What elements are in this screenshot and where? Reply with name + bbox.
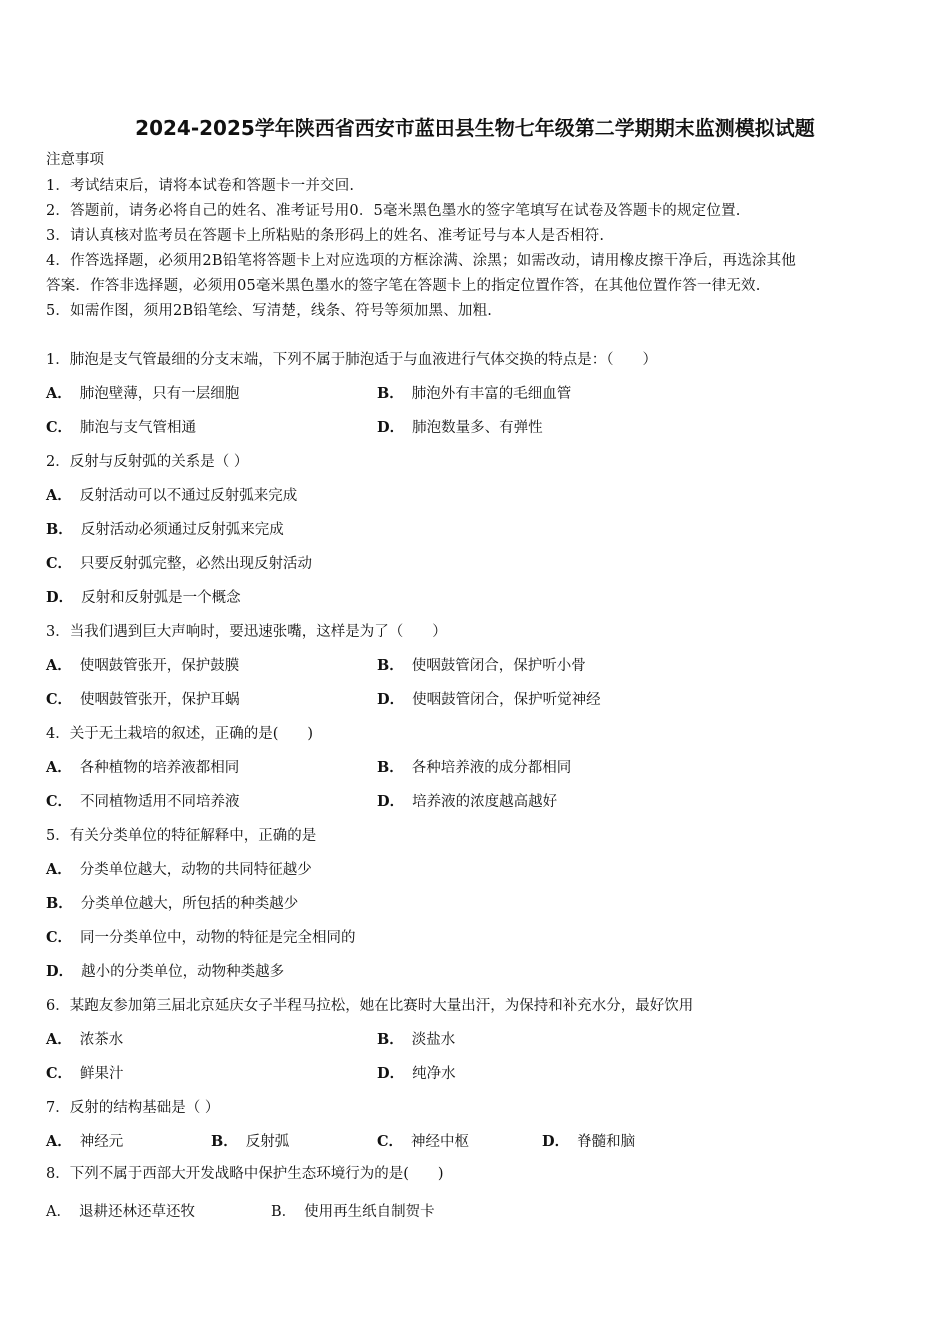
question-stem: 8．下列不属于西部大开发战略中保护生态环境行为的是( ) — [46, 1166, 444, 1182]
option-text: 神经元 — [79, 1134, 124, 1150]
question-stem: 4．关于无土栽培的叙述，正确的是( ) — [46, 726, 314, 742]
option-text: 使咽鼓管张开，保护耳蜗 — [80, 692, 240, 708]
option — [377, 1064, 456, 1084]
option — [46, 792, 240, 812]
option-label: D． — [46, 589, 74, 606]
option-text: 神经中枢 — [411, 1134, 470, 1150]
question-stem: 2．反射与反射弧的关系是（ ） — [46, 454, 249, 470]
option-label: D． — [377, 691, 405, 708]
option-label: D． — [377, 793, 405, 810]
option — [46, 1064, 124, 1084]
option — [377, 656, 586, 676]
option — [377, 690, 601, 710]
option-label: B． — [46, 895, 73, 912]
option-label: A． — [46, 759, 72, 776]
option-text: 分类单位越大，所包括的种类越少 — [80, 896, 299, 912]
notice-line: 答案．作答非选择题，必须用05毫米黑色墨水的签字笔在答题卡上的指定位置作答，在其他位置作答一律无效. — [46, 278, 761, 294]
notice-line: 3．请认真核对监考员在答题卡上所粘贴的条形码上的姓名、准考证号与本人是否相符. — [46, 228, 605, 244]
option-text: 反射和反射弧是一个概念 — [81, 590, 241, 606]
option — [46, 418, 196, 438]
option — [271, 1202, 435, 1222]
option — [46, 962, 284, 982]
notice-line: 5．如需作图，须用2B铅笔绘、写清楚，线条、符号等须加黑、加粗. — [46, 303, 493, 319]
option — [46, 656, 239, 676]
option-label: C． — [46, 1065, 73, 1082]
option — [211, 1132, 289, 1152]
option-text: 反射弧 — [245, 1134, 290, 1150]
option — [46, 928, 356, 948]
option-label: C． — [46, 555, 73, 572]
option-label: C． — [46, 691, 73, 708]
option-text: 使咽鼓管闭合，保护听小骨 — [411, 658, 586, 674]
option-label: C． — [46, 419, 73, 436]
option-label: D． — [46, 963, 74, 980]
option-label: C． — [377, 1133, 404, 1150]
option — [46, 1202, 195, 1222]
option — [377, 384, 571, 404]
option-label: A． — [46, 1031, 72, 1048]
option-text: 反射活动必须通过反射弧来完成 — [80, 522, 284, 538]
option-text: 培养液的浓度越高越好 — [412, 794, 558, 810]
option-label: A． — [46, 861, 72, 878]
option — [46, 1030, 123, 1050]
option-label: B． — [377, 759, 404, 776]
option-text: 使咽鼓管张开，保护鼓膜 — [79, 658, 240, 674]
option-label: D． — [377, 419, 405, 436]
option — [377, 1132, 469, 1152]
option — [46, 860, 312, 880]
option-text: 淡盐水 — [411, 1032, 456, 1048]
question-stem: 1．肺泡是支气管最细的分支末端，下列不属于肺泡适于与血液进行气体交换的特点是：（ ） — [46, 352, 657, 368]
option-text: 肺泡壁薄，只有一层细胞 — [79, 386, 240, 402]
notice-line: 4．作答选择题，必须用2B铅笔将答题卡上对应选项的方框涂满、涂黑；如需改动，请用橡皮擦干净后，再选涂其他 — [46, 253, 797, 269]
question-stem: 7．反射的结构基础是（ ） — [46, 1100, 220, 1116]
option-label: A． — [46, 487, 72, 504]
option-label: B． — [271, 1204, 297, 1220]
option-text: 只要反射弧完整，必然出现反射活动 — [80, 556, 313, 572]
option-label: A． — [46, 385, 72, 402]
question-stem: 6．某跑友参加第三届北京延庆女子半程马拉松，她在比赛时大量出汗，为保持和补充水分，最好饮用 — [46, 998, 694, 1014]
option — [377, 1030, 455, 1050]
option-label: C． — [46, 929, 73, 946]
option-label: D． — [377, 1065, 405, 1082]
option-label: B． — [377, 385, 404, 402]
option-text: 脊髓和脑 — [577, 1134, 636, 1150]
option — [46, 690, 240, 710]
option-text: 鲜果汁 — [80, 1066, 124, 1082]
option-label: B． — [211, 1133, 238, 1150]
page-title: 2024-2025学年陕西省西安市蓝田县生物七年级第二学期期末监测模拟试题 — [135, 116, 815, 140]
option-text: 使咽鼓管闭合，保护听觉神经 — [412, 692, 601, 708]
option-text: 退耕还林还草还牧 — [78, 1204, 195, 1220]
question-stem: 3．当我们遇到巨大声响时，要迅速张嘴，这样是为了（ ） — [46, 624, 447, 640]
option-text: 越小的分类单位，动物种类越多 — [81, 964, 285, 980]
option-text: 肺泡数量多、有弹性 — [412, 420, 543, 436]
option-text: 各种培养液的成分都相同 — [411, 760, 572, 776]
option-text: 使用再生纸自制贺卡 — [304, 1204, 435, 1220]
option — [46, 1132, 123, 1152]
option — [46, 588, 241, 608]
option-label: A． — [46, 1204, 71, 1220]
option-label: B． — [377, 657, 404, 674]
option-label: C． — [46, 793, 73, 810]
option-text: 分类单位越大，动物的共同特征越少 — [79, 862, 312, 878]
option-label: B． — [377, 1031, 404, 1048]
option — [46, 758, 239, 778]
option-label: B． — [46, 521, 73, 538]
option-text: 肺泡与支气管相通 — [80, 420, 197, 436]
option-text: 肺泡外有丰富的毛细血管 — [411, 386, 572, 402]
option — [377, 792, 557, 812]
option-text: 浓茶水 — [79, 1032, 124, 1048]
question-stem: 5．有关分类单位的特征解释中，正确的是 — [46, 828, 317, 844]
option — [542, 1132, 635, 1152]
option — [46, 486, 297, 506]
option — [377, 758, 571, 778]
option — [46, 384, 239, 404]
notice-heading: 注意事项 — [46, 152, 104, 168]
option — [46, 894, 298, 914]
notice-line: 1．考试结束后，请将本试卷和答题卡一并交回. — [46, 178, 355, 194]
option-text: 各种植物的培养液都相同 — [79, 760, 240, 776]
option-label: D． — [542, 1133, 570, 1150]
notice-line: 2．答题前，请务必将自己的姓名、准考证号用0．5毫米黑色墨水的签字笔填写在试卷及答题卡的规定位置. — [46, 203, 741, 219]
option — [46, 554, 312, 574]
option-label: A． — [46, 657, 72, 674]
option — [377, 418, 543, 438]
option-text: 纯净水 — [412, 1066, 456, 1082]
option-text: 同一分类单位中，动物的特征是完全相同的 — [80, 930, 356, 946]
option-text: 不同植物适用不同培养液 — [80, 794, 240, 810]
option-label: A． — [46, 1133, 72, 1150]
option — [46, 520, 284, 540]
option-text: 反射活动可以不通过反射弧来完成 — [79, 488, 298, 504]
